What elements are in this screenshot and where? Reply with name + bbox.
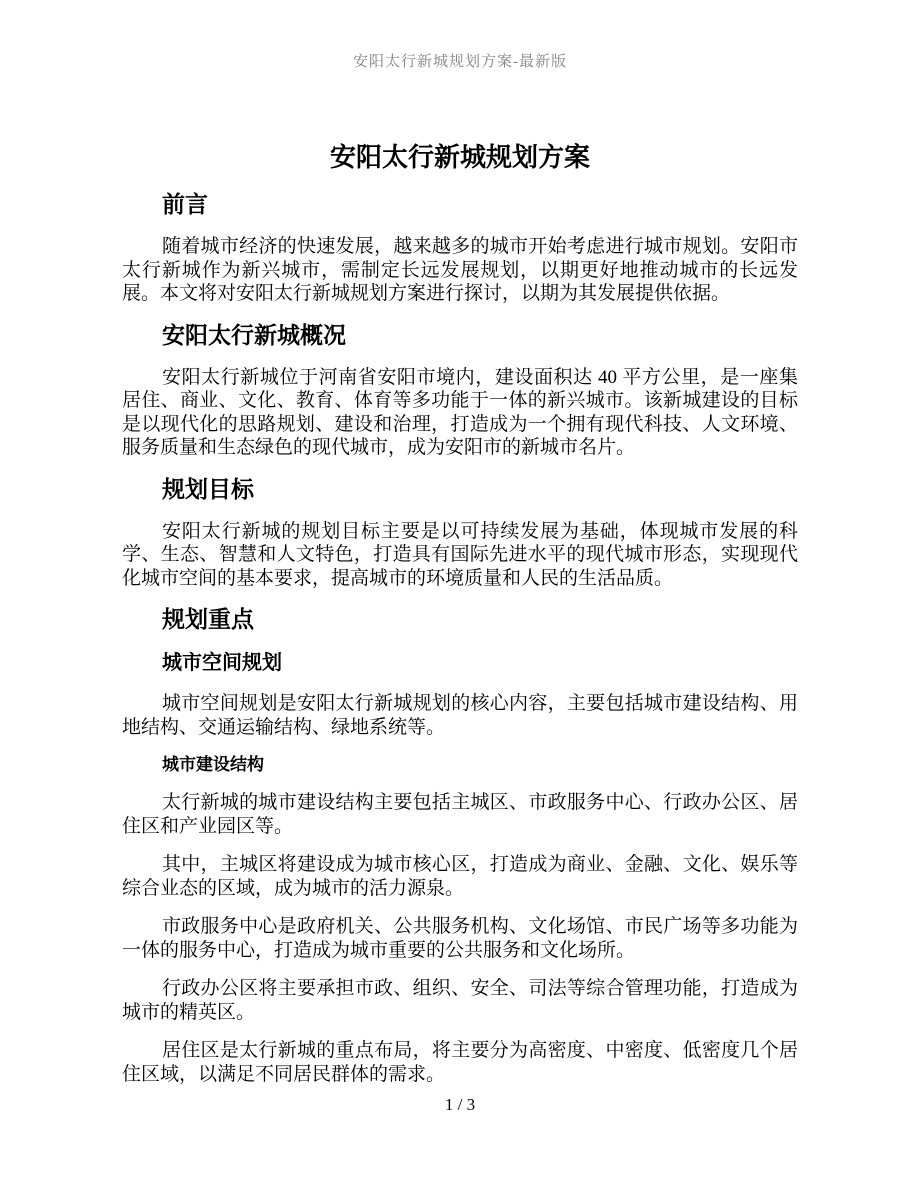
page-number: 1 / 3 (444, 1095, 476, 1114)
document-body (122, 141, 798, 1086)
paragraph-preface: 随着城市经济的快速发展，越来越多的城市开始考虑进行城市规划。安阳市太行新城作为新兴城市，需制定长远发展规划，以期更好地推动城市的长远发展。本文将对安阳太行新城规划方案进行探讨，以期为其发展提供依据。 (122, 236, 798, 304)
paragraph-urban-space-planning: 城市空间规划是安阳太行新城规划的核心内容，主要包括城市建设结构、用地结构、交通运输结构、绿地系统等。 (122, 693, 798, 738)
paragraph-construction-structure-1: 太行新城的城市建设结构主要包括主城区、市政服务中心、行政办公区、居住区和产业园区等。 (122, 792, 798, 837)
running-header: 安阳太行新城规划方案-最新版 (353, 54, 567, 70)
heading-planning-key-points: 规划重点 (162, 607, 254, 632)
heading-planning-goals: 规划目标 (162, 476, 254, 502)
heading-overview: 安阳太行新城概况 (162, 322, 346, 348)
document-title: 安阳太行新城规划方案 (329, 143, 590, 172)
paragraph-overview: 安阳太行新城位于河南省安阳市境内，建设面积达 40 平方公里，是一座集居住、商业、文化、教育、体育等多功能于一体的新兴城市。该新城建设的目标是以现代化的思路规划、建设和治理，打造成为一个拥有现代科技、人文环境、服务质量和生态绿色的现代城市，成为安阳市的新城市名片。 (122, 366, 798, 458)
heading-preface: 前言 (162, 192, 208, 217)
paragraph-construction-structure-5: 居住区是太行新城的重点布局，将主要分为高密度、中密度、低密度几个居住区域，以满足不同居民群体的需求。 (122, 1040, 798, 1085)
paragraph-planning-goals: 安阳太行新城的规划目标主要是以可持续发展为基础，体现城市发展的科学、生态、智慧和人文特色，打造具有国际先进水平的现代城市形态，实现现代化城市空间的基本要求，提高城市的环境质量和人民的生活品质。 (122, 520, 798, 589)
paragraph-construction-structure-2: 其中，主城区将建设成为城市核心区，打造成为商业、金融、文化、娱乐等综合业态的区域，成为城市的活力源泉。 (122, 854, 798, 899)
heading-urban-space-planning: 城市空间规划 (162, 652, 282, 674)
paragraph-construction-structure-3: 市政服务中心是政府机关、公共服务机构、文化场馆、市民广场等多功能为一体的服务中心，打造成为城市重要的公共服务和文化场所。 (122, 916, 798, 961)
heading-construction-structure: 城市建设结构 (162, 755, 264, 774)
paragraph-construction-structure-4: 行政办公区将主要承担市政、组织、安全、司法等综合管理功能，打造成为城市的精英区。 (122, 978, 798, 1023)
